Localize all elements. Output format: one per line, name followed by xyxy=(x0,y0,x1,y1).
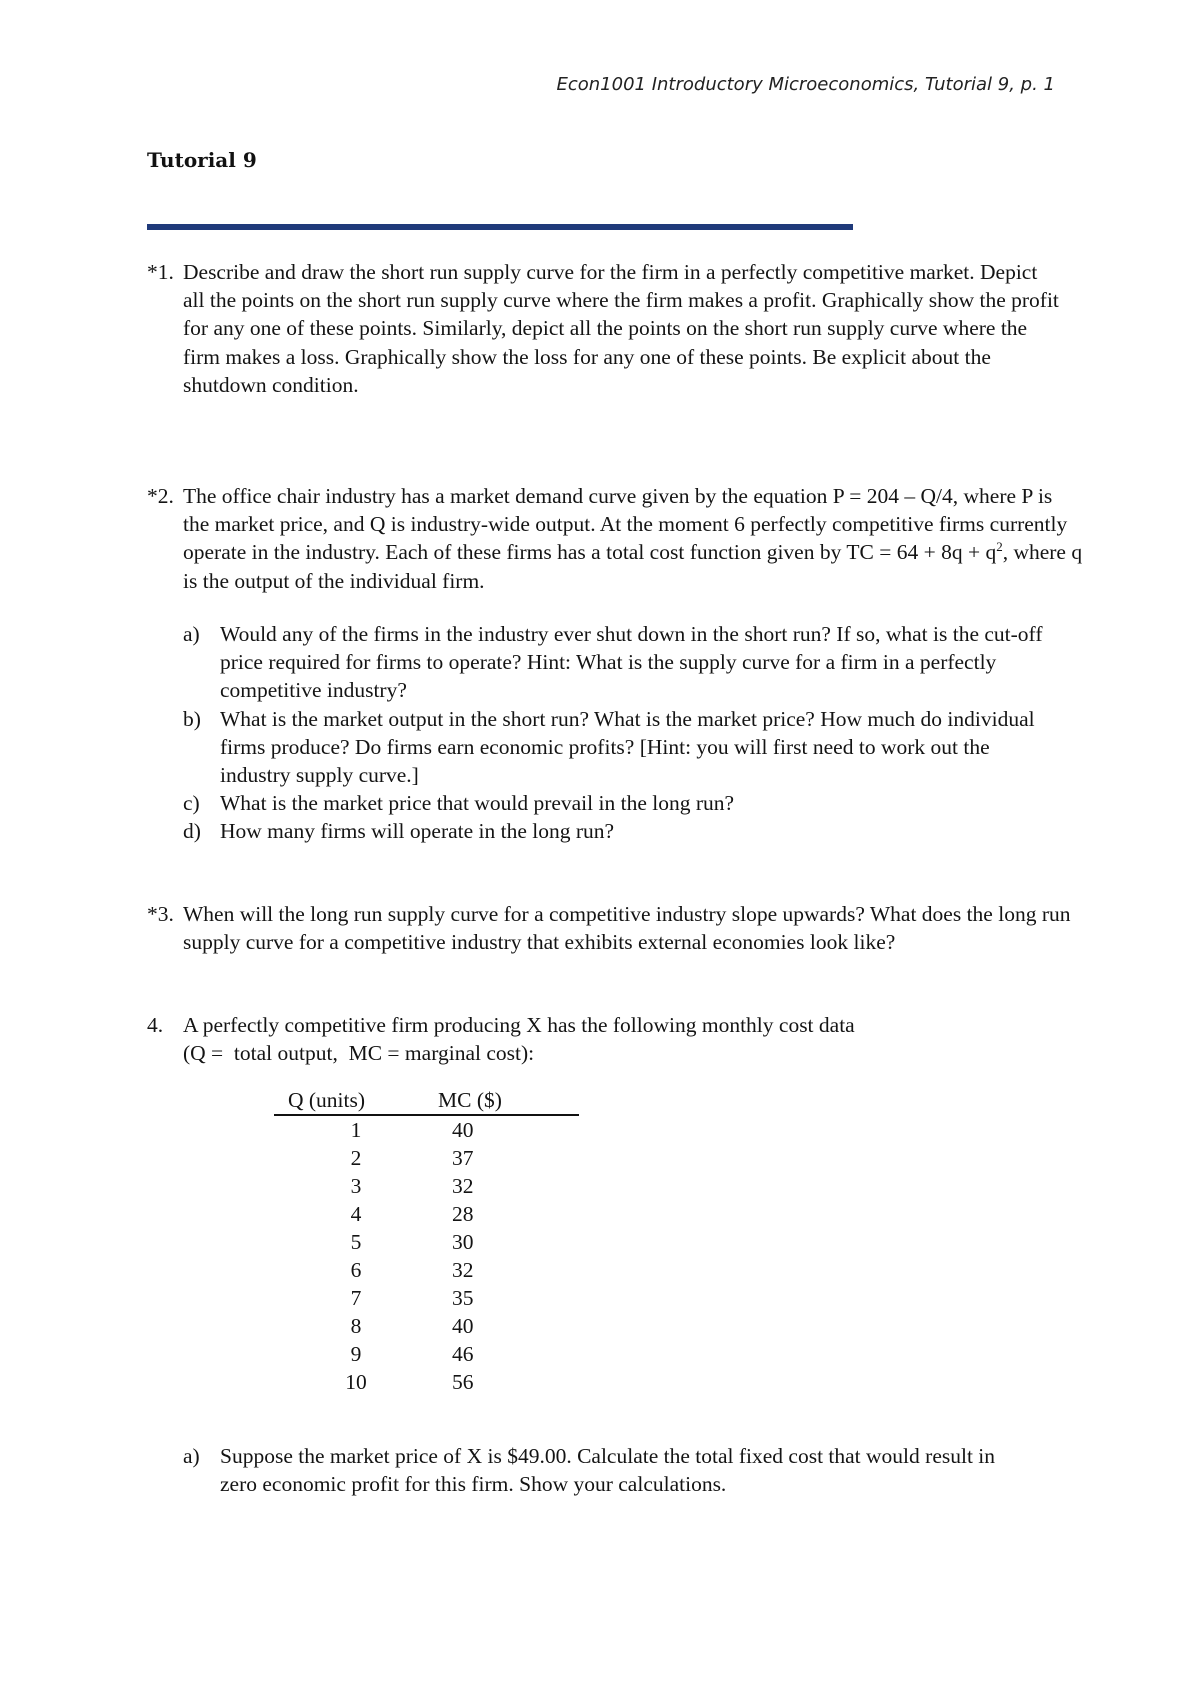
question-2-part-d xyxy=(183,817,1043,845)
question-2-parts xyxy=(183,620,1043,846)
cell-q: 6 xyxy=(350,1258,362,1282)
question-2-part-c xyxy=(183,789,1043,817)
part-text: What is the market price that would prevail in the long run? xyxy=(220,791,735,816)
part-text: Would any of the firms in the industry ever shut down in the short run? If so, what is the cut-off price required for firms to operate? Hint: What is the supply curve for a firm in a perfectly competitive industry? xyxy=(220,622,1043,703)
table-row xyxy=(274,1256,579,1284)
question-4-line-1: A perfectly competitive firm producing X has the following monthly cost data xyxy=(183,1013,855,1037)
table-header-row xyxy=(274,1086,579,1115)
cell-mc: 28 xyxy=(452,1202,474,1226)
question-4-number: 4. xyxy=(147,1013,164,1037)
table-row xyxy=(274,1312,579,1340)
question-3 xyxy=(147,900,1077,956)
table-row xyxy=(274,1340,579,1368)
table-row xyxy=(274,1284,579,1312)
part-label: d) xyxy=(183,819,201,844)
cell-mc: 56 xyxy=(452,1370,474,1394)
cell-q: 5 xyxy=(350,1230,362,1254)
cell-mc: 35 xyxy=(452,1286,474,1310)
cell-q: 8 xyxy=(350,1314,362,1338)
question-2-number: *2. xyxy=(147,484,174,508)
cell-mc: 40 xyxy=(452,1118,474,1142)
part-label: a) xyxy=(183,622,200,646)
question-1 xyxy=(147,258,1077,399)
title-divider xyxy=(147,224,853,230)
cell-q: 3 xyxy=(350,1174,362,1198)
cell-mc: 46 xyxy=(452,1342,474,1366)
question-2 xyxy=(147,482,1083,595)
cell-q: 7 xyxy=(350,1286,362,1310)
part-text: How many firms will operate in the long run? xyxy=(220,819,615,844)
question-4-part-a xyxy=(183,1442,1033,1498)
question-3-text: When will the long run supply curve for a competitive industry slope upwards? What does the long run supply curve for a competitive industry that exhibits external economies look like? xyxy=(183,902,1071,955)
question-2-superscript: 2 xyxy=(996,539,1003,555)
cell-q: 1 xyxy=(350,1118,362,1142)
question-4 xyxy=(147,1011,1077,1067)
table-row xyxy=(274,1368,579,1396)
question-2-text-tail: , where q is the output of the individual firm. xyxy=(183,540,1083,593)
part-text: What is the market output in the short run? What is the market price? How much do individual firms produce? Do firms earn economic profits? [Hint: you will first need to work out the industry supply curve.] xyxy=(220,706,1035,788)
cell-mc: 30 xyxy=(452,1230,474,1254)
part-text: Suppose the market price of X is $49.00. Calculate the total fixed cost that would result in zero economic profit for this firm. Show your calculations. xyxy=(220,1444,996,1497)
cell-q: 4 xyxy=(350,1202,362,1226)
table-row xyxy=(274,1172,579,1200)
cell-mc: 32 xyxy=(452,1174,474,1198)
table-row xyxy=(274,1228,579,1256)
cell-q: 2 xyxy=(350,1146,362,1170)
part-label: b) xyxy=(183,706,201,731)
cell-q: 9 xyxy=(350,1342,362,1366)
question-3-number: *3. xyxy=(147,902,174,926)
question-2-text-main: The office chair industry has a market demand curve given by the equation P = 204 – Q/4, where P is the market price, and Q is industry-wide output. At the moment 6 perfectly competitive firms currently operate in the industry. Each of these firms has a total cost function given by TC = 64 + 8q + q xyxy=(183,484,1068,565)
page-header: Econ1001 Introductory Microeconomics, Tutorial 9, p. 1 xyxy=(556,74,1055,95)
cell-mc: 37 xyxy=(452,1146,474,1170)
question-2-part-a xyxy=(183,620,1043,705)
page-title: Tutorial 9 xyxy=(147,148,257,172)
column-header-q: Q (units) xyxy=(274,1086,438,1115)
table-row xyxy=(274,1144,579,1172)
question-1-text: Describe and draw the short run supply curve for the firm in a perfectly competitive market. Depict all the points on the short run supply curve where the firm makes a profit. Graphically show the profit for any one of these points. Similarly, depict all the points on the short run supply curve where the firm makes a loss. Graphically show the loss for any one of these points. Be explicit about the shutdown condition. xyxy=(183,260,1059,397)
question-4-line-2: (Q = total output, MC = marginal cost): xyxy=(183,1041,535,1066)
part-label: a) xyxy=(183,1444,200,1468)
question-2-part-b xyxy=(183,705,1043,790)
table-row xyxy=(274,1115,579,1144)
cell-q: 10 xyxy=(345,1370,367,1394)
column-header-mc: MC ($) xyxy=(438,1086,579,1115)
cell-mc: 32 xyxy=(452,1258,474,1282)
part-label: c) xyxy=(183,791,200,816)
question-4-parts xyxy=(183,1442,1033,1498)
question-2-text xyxy=(183,482,1083,595)
question-1-number: *1. xyxy=(147,260,174,284)
cell-mc: 40 xyxy=(452,1314,474,1338)
table-row xyxy=(274,1200,579,1228)
cost-table xyxy=(274,1086,579,1396)
